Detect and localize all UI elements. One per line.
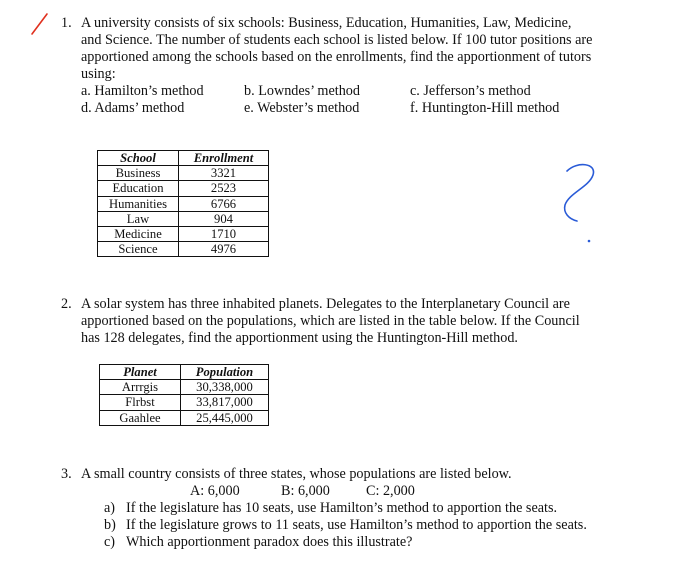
option-e: e. Webster’s method xyxy=(244,100,360,116)
table-row xyxy=(98,181,269,196)
table-header-row xyxy=(100,365,269,380)
problem1-line-3: apportioned among the schools based on the enrollments, find the apportionment of tutors xyxy=(81,49,592,65)
problem1-line-4: using: xyxy=(81,66,116,82)
school-cell: Education xyxy=(98,181,179,196)
enrollment-table xyxy=(97,150,269,257)
option-f: f. Huntington-Hill method xyxy=(410,100,560,116)
part-c-label: c) xyxy=(104,534,116,550)
table-row xyxy=(100,395,269,410)
part-a-text: If the legislature has 10 seats, use Hamilton’s method to apportion the seats. xyxy=(126,500,558,516)
problem3-number: 3. xyxy=(61,466,72,482)
school-cell: Humanities xyxy=(98,196,179,211)
column-header-population: Population xyxy=(181,365,269,380)
option-d: d. Adams’ method xyxy=(81,100,185,116)
population-a: A: 6,000 xyxy=(190,483,240,499)
problem1-line-1: A university consists of six schools: Business, Education, Humanities, Law, Medicine, xyxy=(81,15,572,31)
part-b-text: If the legislature grows to 11 seats, use Hamilton’s method to apportion the seats. xyxy=(126,517,587,533)
problem2-line-2: apportioned based on the populations, which are listed in the table below. If the Council xyxy=(81,313,580,329)
column-header-enrollment: Enrollment xyxy=(179,151,269,166)
enrollment-cell: 3321 xyxy=(179,166,269,181)
enrollment-cell: 6766 xyxy=(179,196,269,211)
table-row xyxy=(98,242,269,257)
question-mark-curve xyxy=(565,165,594,221)
table-row xyxy=(98,227,269,242)
planet-cell: Flrbst xyxy=(100,395,181,410)
blue-question-mark xyxy=(555,155,605,245)
population-cell: 33,817,000 xyxy=(181,395,269,410)
school-cell: Business xyxy=(98,166,179,181)
enrollment-cell: 1710 xyxy=(179,227,269,242)
enrollment-cell: 904 xyxy=(179,211,269,226)
table-row xyxy=(98,166,269,181)
option-a: a. Hamilton’s method xyxy=(81,83,204,99)
red-slash-stroke xyxy=(32,14,47,34)
planet-cell: Gaahlee xyxy=(100,410,181,425)
population-cell: 25,445,000 xyxy=(181,410,269,425)
table-header-row xyxy=(98,151,269,166)
column-header-school: School xyxy=(98,151,179,166)
school-cell: Medicine xyxy=(98,227,179,242)
planet-cell: Arrrgis xyxy=(100,380,181,395)
enrollment-cell: 2523 xyxy=(179,181,269,196)
part-b-label: b) xyxy=(104,517,116,533)
population-b: B: 6,000 xyxy=(281,483,330,499)
enrollment-cell: 4976 xyxy=(179,242,269,257)
option-b: b. Lowndes’ method xyxy=(244,83,360,99)
school-cell: Science xyxy=(98,242,179,257)
problem2-line-3: has 128 delegates, find the apportionment using the Huntington-Hill method. xyxy=(81,330,518,346)
population-table xyxy=(99,364,269,426)
problem2-line-1: A solar system has three inhabited planets. Delegates to the Interplanetary Council are xyxy=(81,296,570,312)
option-c: c. Jefferson’s method xyxy=(410,83,531,99)
question-mark-dot xyxy=(588,240,591,243)
table-row xyxy=(100,380,269,395)
column-header-planet: Planet xyxy=(100,365,181,380)
population-cell: 30,338,000 xyxy=(181,380,269,395)
problem3-line: A small country consists of three states, whose populations are listed below. xyxy=(81,466,512,482)
part-c-text: Which apportionment paradox does this illustrate? xyxy=(126,534,413,550)
problem2-number: 2. xyxy=(61,296,72,312)
table-row xyxy=(98,211,269,226)
part-a-label: a) xyxy=(104,500,116,516)
problem1-number: 1. xyxy=(61,15,72,31)
table-row xyxy=(98,196,269,211)
table-row xyxy=(100,410,269,425)
problem1-line-2: and Science. The number of students each school is listed below. If 100 tutor positions are xyxy=(81,32,593,48)
population-c: C: 2,000 xyxy=(366,483,415,499)
school-cell: Law xyxy=(98,211,179,226)
red-slash-mark xyxy=(28,10,58,40)
